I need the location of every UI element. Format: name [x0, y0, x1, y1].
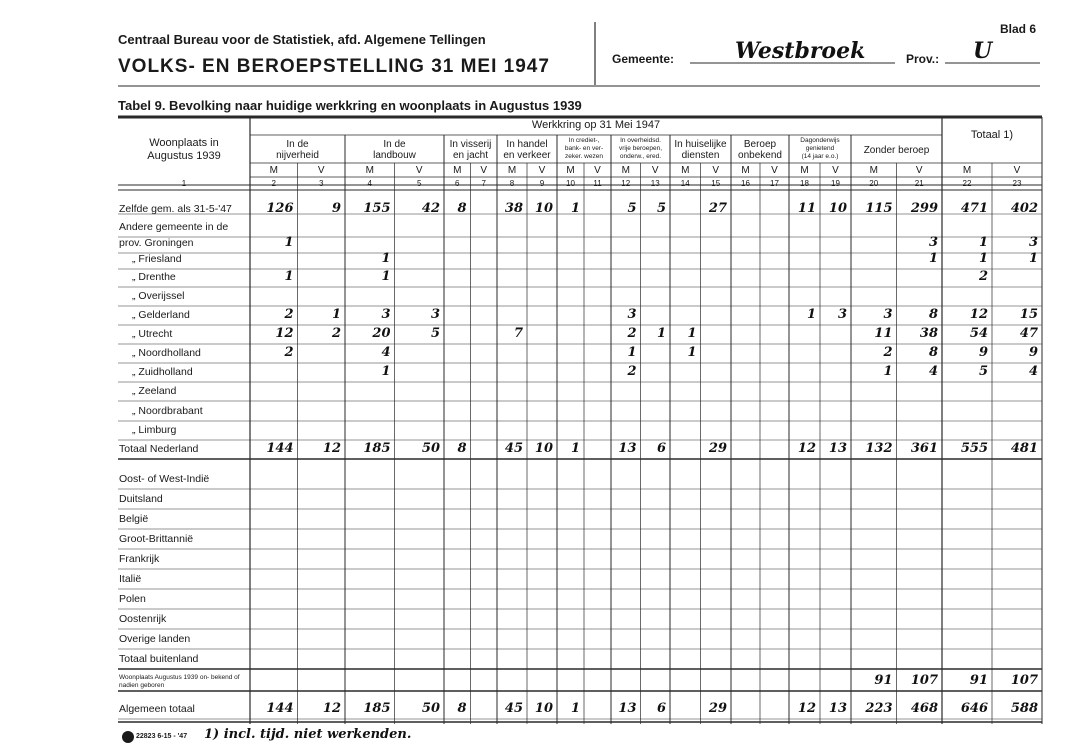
column-number-4: 4 — [367, 179, 372, 188]
table-cell: 8 — [928, 345, 938, 360]
table-cell: 12 — [797, 441, 816, 456]
table-cell: 3 — [837, 307, 847, 322]
table-cell: 13 — [828, 441, 847, 456]
table-cell: 299 — [910, 201, 938, 216]
female-label-col-23: V — [1013, 165, 1021, 176]
group-heading-4-line1: In handel — [506, 139, 548, 150]
totaal-heading: Totaal 1) — [970, 129, 1014, 141]
column-number-21: 21 — [914, 179, 924, 188]
table-cell: 12 — [969, 307, 988, 322]
table-cell: 1 — [381, 364, 391, 379]
woonplaats-heading-line1: Woonplaats in — [149, 137, 219, 149]
table-cell: 42 — [421, 201, 440, 216]
table-cell: 185 — [363, 441, 391, 456]
table-cell: 27 — [708, 201, 727, 216]
group-heading-7-line2: diensten — [681, 150, 720, 161]
woonplaats-heading-line2: Augustus 1939 — [147, 150, 221, 162]
female-label-col-21: V — [915, 165, 923, 176]
table-cell: 2 — [627, 326, 637, 341]
row-label: Italië — [119, 573, 142, 585]
table-cell: 588 — [1010, 701, 1038, 716]
table-cell: 2 — [883, 345, 893, 360]
female-label-col-5: V — [415, 165, 423, 176]
table-cell: 5 — [430, 326, 440, 341]
row-label: „ Friesland — [132, 253, 182, 265]
column-number-11: 11 — [593, 179, 602, 188]
male-label-col-8: M — [507, 165, 517, 176]
table-cell: 29 — [708, 701, 727, 716]
table-cell: 402 — [1010, 201, 1038, 216]
column-number-8: 8 — [509, 179, 515, 188]
group-heading-6-line2: vrije beroepen, — [619, 145, 662, 152]
table-cell: 9 — [978, 345, 988, 360]
female-label-col-19: V — [832, 165, 839, 176]
row-label: Zelfde gem. als 31-5-'47 — [119, 203, 232, 215]
table-cell: 12 — [275, 326, 294, 341]
column-number-10: 10 — [566, 179, 575, 188]
row-label: Andere gemeente in de — [119, 221, 229, 233]
table-cell: 361 — [910, 441, 938, 456]
table-cell: 126 — [266, 201, 294, 216]
table-cell: 1 — [883, 364, 893, 379]
table-cell: 3 — [627, 307, 637, 322]
table-cell: 9 — [1028, 345, 1038, 360]
column-number-13: 13 — [650, 179, 660, 188]
column-number-15: 15 — [711, 179, 721, 188]
table-cell: 50 — [421, 701, 440, 716]
group-heading-5-line2: bank- en ver- — [564, 145, 604, 152]
table-cell: 3 — [883, 307, 893, 322]
female-label-col-3: V — [317, 165, 325, 176]
column-number-5: 5 — [417, 179, 422, 188]
table-cell: 471 — [960, 201, 988, 216]
table-cell: 1 — [687, 326, 697, 341]
female-label-col-7: V — [480, 165, 488, 176]
column-number-7: 7 — [481, 179, 486, 188]
table-cell: 5 — [627, 201, 637, 216]
table-cell: 13 — [618, 441, 637, 456]
table-cell: 1 — [1028, 251, 1038, 266]
table-cell: 54 — [969, 326, 988, 341]
row-label: „ Zuidholland — [132, 366, 193, 378]
table-cell: 47 — [1019, 326, 1038, 341]
group-heading-1-line2: nijverheid — [276, 150, 319, 161]
row-label: Polen — [119, 593, 146, 605]
table-cell: 11 — [874, 326, 893, 341]
group-heading-9-line3: (14 jaar e.o.) — [801, 153, 839, 160]
group-heading-7-line1: In huiselijke — [674, 139, 727, 150]
table-cell: 38 — [919, 326, 938, 341]
table-cell: 4 — [381, 345, 391, 360]
female-label-col-17: V — [771, 165, 778, 176]
row-label: „ Utrecht — [132, 328, 173, 340]
column-number-19: 19 — [831, 179, 840, 188]
row-label: „ Limburg — [132, 424, 177, 436]
table-cell: 1 — [331, 307, 341, 322]
table-cell: 5 — [656, 201, 666, 216]
table-cell: 132 — [865, 441, 893, 456]
table-cell: 2 — [284, 307, 294, 322]
row-label: Totaal buitenland — [119, 653, 199, 665]
male-label-col-10: M — [566, 165, 575, 176]
table-cell: 8 — [457, 701, 467, 716]
row-label: Groot-Brittannië — [119, 533, 194, 545]
table-cell: 20 — [372, 326, 391, 341]
column-number-9: 9 — [539, 179, 545, 188]
table-cell: 2 — [284, 345, 294, 360]
table-cell: 144 — [266, 441, 294, 456]
male-label-col-22: M — [962, 165, 972, 176]
table-cell: 91 — [969, 673, 988, 688]
column-number-1: 1 — [181, 179, 187, 188]
table-cell: 1 — [656, 326, 666, 341]
column-number-23: 23 — [1012, 179, 1022, 188]
column-number-18: 18 — [800, 179, 809, 188]
gemeente-label: Gemeente: — [612, 52, 675, 66]
table-cell: 144 — [266, 701, 294, 716]
gemeente-value: Westbroek — [735, 38, 866, 64]
row-label: prov. Groningen — [119, 237, 194, 249]
table-cell: 50 — [421, 441, 440, 456]
group-heading-5-line1: In crediet-, — [568, 137, 600, 144]
female-label-col-9: V — [538, 165, 546, 176]
table-cell: 107 — [910, 673, 938, 688]
column-number-22: 22 — [962, 179, 972, 188]
column-number-14: 14 — [680, 179, 690, 188]
row-label: „ Gelderland — [132, 309, 190, 321]
table-cell: 646 — [960, 701, 988, 716]
female-label-col-13: V — [651, 165, 659, 176]
group-heading-8-line2: onbekend — [738, 150, 782, 161]
sheet-number: Blad 6 — [1000, 22, 1037, 36]
row-label: Frankrijk — [119, 553, 160, 565]
table-cell: 107 — [1010, 673, 1038, 688]
table-cell: 3 — [430, 307, 440, 322]
table-cell: 481 — [1010, 441, 1038, 456]
table-cell: 3 — [1028, 235, 1038, 250]
row-label: Overige landen — [119, 633, 191, 645]
column-number-6: 6 — [455, 179, 460, 188]
table-cell: 1 — [570, 701, 580, 716]
row-label: België — [119, 513, 149, 525]
table-cell: 10 — [534, 201, 553, 216]
table-cell: 1 — [978, 235, 988, 250]
table-cell: 38 — [504, 201, 523, 216]
table-cell: 13 — [828, 701, 847, 716]
row-label: Totaal Nederland — [119, 443, 199, 455]
row-label: Oost- of West-Indië — [119, 473, 210, 485]
table-cell: 10 — [828, 201, 847, 216]
table-cell: 115 — [865, 201, 893, 216]
table-cell: 45 — [504, 701, 523, 716]
group-heading-6-line3: onderw., ered. — [619, 153, 662, 160]
table-cell: 2 — [978, 269, 988, 284]
column-number-3: 3 — [319, 179, 324, 188]
table-cell: 6 — [656, 701, 666, 716]
table-cell: 12 — [322, 441, 341, 456]
province-label: Prov.: — [906, 52, 940, 66]
table-cell: 1 — [381, 251, 391, 266]
group-heading-2-line2: landbouw — [373, 150, 416, 161]
table-cell: 1 — [978, 251, 988, 266]
table-cell: 555 — [960, 441, 988, 456]
group-heading-4-line2: en verkeer — [503, 150, 551, 161]
female-label-col-11: V — [594, 165, 601, 176]
row-label: Woonplaats Augustus 1939 on- bekend of nadien geboren — [119, 674, 240, 689]
group-heading-9-line1: Dagonderwijs — [800, 137, 840, 144]
row-label: „ Noordbrabant — [132, 405, 203, 417]
table-cell: 6 — [656, 441, 666, 456]
group-heading-9-line2: genietend — [805, 145, 835, 152]
group-heading-5-line3: zeker. wezen — [565, 153, 603, 160]
table-cell: 1 — [284, 269, 294, 284]
table-cell: 223 — [865, 701, 893, 716]
group-heading-3-line2: en jacht — [452, 150, 489, 161]
table-cell: 11 — [797, 201, 816, 216]
bureau-logo-icon — [122, 731, 134, 743]
table-cell: 2 — [331, 326, 341, 341]
male-label-col-12: M — [621, 165, 630, 176]
group-heading-8-line1: Beroep — [743, 139, 777, 150]
column-number-12: 12 — [621, 179, 631, 188]
table-cell: 155 — [363, 201, 391, 216]
table-cell: 12 — [322, 701, 341, 716]
male-label-col-16: M — [741, 165, 750, 176]
male-label-col-2: M — [269, 165, 278, 176]
table-title: Tabel 9. Bevolking naar huidige werkkring en woonplaats in Augustus 1939 — [118, 98, 582, 113]
table-cell: 468 — [910, 701, 938, 716]
table-cell: 45 — [504, 441, 523, 456]
table-cell: 3 — [928, 235, 938, 250]
table-cell: 8 — [928, 307, 938, 322]
row-label: „ Zeeland — [132, 385, 177, 397]
table-cell: 13 — [618, 701, 637, 716]
table-cell: 1 — [928, 251, 938, 266]
row-label: „ Overijssel — [132, 290, 185, 302]
table-cell: 29 — [708, 441, 727, 456]
table-cell: 4 — [928, 364, 938, 379]
werkkring-heading: Werkkring op 31 Mei 1947 — [531, 119, 661, 131]
column-number-20: 20 — [869, 179, 879, 188]
table-cell: 1 — [687, 345, 697, 360]
census-title: VOLKS- EN BEROEPSTELLING 31 MEI 1947 — [118, 56, 550, 77]
group-heading-2-line1: In de — [383, 139, 406, 150]
group-heading-10-line1: Zonder beroep — [863, 145, 930, 156]
table-cell: 1 — [627, 345, 637, 360]
male-label-col-20: M — [869, 165, 878, 176]
row-label: Algemeen totaal — [119, 703, 195, 715]
table-cell: 8 — [457, 441, 467, 456]
row-label: „ Noordholland — [132, 347, 201, 359]
form-code: 22823 6-15 - '47 — [136, 733, 188, 740]
table-cell: 15 — [1019, 307, 1038, 322]
table-cell: 5 — [978, 364, 988, 379]
male-label-col-6: M — [453, 165, 462, 176]
column-number-17: 17 — [770, 179, 779, 188]
province-value: U — [973, 38, 993, 64]
group-heading-1-line1: In de — [286, 139, 309, 150]
table-cell: 185 — [363, 701, 391, 716]
table-cell: 8 — [457, 201, 467, 216]
group-heading-3-line1: In visserij — [449, 139, 492, 150]
table-cell: 1 — [806, 307, 816, 322]
table-cell: 1 — [284, 235, 294, 250]
table-cell: 10 — [534, 701, 553, 716]
row-label: „ Drenthe — [132, 271, 176, 283]
table-cell: 1 — [381, 269, 391, 284]
table-cell: 10 — [534, 441, 553, 456]
table-cell: 91 — [874, 673, 893, 688]
group-heading-6-line1: In overheidsd. — [620, 137, 661, 144]
table-cell: 4 — [1028, 364, 1038, 379]
male-label-col-14: M — [681, 165, 690, 176]
table-cell: 1 — [570, 201, 580, 216]
table-cell: 2 — [627, 364, 637, 379]
male-label-col-18: M — [800, 165, 809, 176]
table-cell: 12 — [797, 701, 816, 716]
male-label-col-4: M — [365, 165, 374, 176]
table-cell: 3 — [381, 307, 391, 322]
female-label-col-15: V — [712, 165, 720, 176]
table-cell: 7 — [513, 326, 523, 341]
row-label: Oostenrijk — [119, 613, 167, 625]
bureau-heading: Centraal Bureau voor de Statistiek, afd. Algemene Tellingen — [118, 32, 486, 47]
footnote: 1) incl. tijd. niet werkenden. — [204, 727, 412, 742]
column-number-2: 2 — [271, 179, 276, 188]
table-cell: 9 — [331, 201, 341, 216]
row-label: Duitsland — [119, 493, 163, 505]
table-cell: 1 — [570, 441, 580, 456]
column-number-16: 16 — [741, 179, 750, 188]
